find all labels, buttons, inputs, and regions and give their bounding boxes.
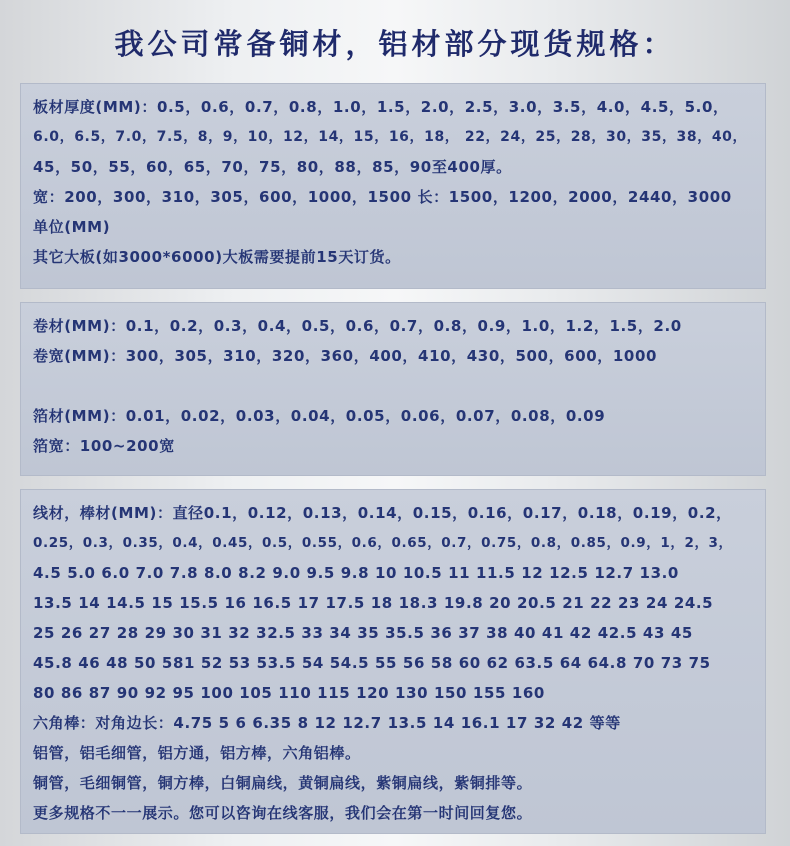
wire-rod-line-1: 线材，棒材(MM)：直径0.1，0.12，0.13，0.14，0.15，0.16，0.17，0.18，0.19，0.2，: [33, 504, 732, 522]
foil-thickness-line: 箔材(MM)：0.01，0.02，0.03，0.04，0.05，0.06，0.07，0.08，0.09: [33, 407, 606, 425]
coil-foil-spec-panel: [20, 302, 766, 476]
wire-rod-line-2: 0.25，0.3，0.35，0.4，0.45，0.5，0.55，0.6，0.65，0.7，0.75，0.8，0.85，0.9，1，2，3，: [33, 535, 733, 551]
wire-rod-line-7: 80 86 87 90 92 95 100 105 110 115 120 130 150 155 160: [33, 684, 545, 702]
sheet-width-length-line: 宽：200，300，310，305，600，1000，1500 长：1500，1200，2000，2440，3000: [33, 188, 732, 206]
sheet-thickness-line-2: 6.0，6.5，7.0，7.5，8，9，10，12，14，15，16，18， 22，24，25，28，30，35，38，40，: [33, 129, 748, 145]
wire-rod-line-3: 4.5 5.0 6.0 7.0 7.8 8.0 8.2 9.0 9.5 9.8 10 10.5 11 11.5 12 12.5 12.7 13.0: [33, 564, 679, 582]
contact-note-line: 更多规格不一一展示。您可以咨询在线客服，我们会在第一时间回复您。: [33, 804, 533, 822]
wire-rod-line-6: 45.8 46 48 50 581 52 53 53.5 54 54.5 55 56 58 60 62 63.5 64 64.8 70 73 75: [33, 654, 711, 672]
coil-width-line: 卷宽(MM)：300，305，310，320，360，400，410，430，500，600，1000: [33, 347, 658, 365]
wire-rod-spec-panel: [20, 489, 766, 834]
aluminum-products-line: 铝管，铝毛细管，铝方通，铝方棒，六角铝棒。: [33, 744, 361, 762]
foil-width-line: 箔宽：100~200宽: [33, 437, 175, 455]
wire-rod-line-4: 13.5 14 14.5 15 15.5 16 16.5 17 17.5 18 18.3 19.8 20 20.5 21 22 23 24 24.5: [33, 594, 714, 612]
page-title: 我公司常备铜材，铝材部分现货规格：: [114, 27, 676, 61]
spacer: [33, 371, 753, 401]
sheet-spec-panel: [20, 83, 766, 289]
coil-thickness-line: 卷材(MM)：0.1，0.2，0.3，0.4，0.5，0.6，0.7，0.8，0.9，1.0，1.2，1.5，2.0: [33, 317, 682, 335]
copper-products-line: 铜管，毛细铜管，铜方棒，白铜扁线，黄铜扁线，紫铜扁线，紫铜排等。: [33, 774, 533, 792]
sheet-thickness-line-3: 45，50，55，60，65，70，75，80，88，85，90至400厚。: [33, 158, 512, 176]
wire-rod-line-5: 25 26 27 28 29 30 31 32 32.5 33 34 35 35.5 36 37 38 40 41 42 42.5 43 45: [33, 624, 693, 642]
large-sheet-note: 其它大板(如3000*6000)大板需要提前15天订货。: [33, 248, 401, 266]
sheet-unit-line: 单位(MM): [33, 218, 111, 236]
sheet-thickness-line-1: 板材厚度(MM)：0.5，0.6，0.7，0.8，1.0，1.5，2.0，2.5，3.0，3.5，4.0，4.5，5.0，: [33, 98, 729, 116]
hex-bar-line: 六角棒：对角边长：4.75 5 6 6.35 8 12 12.7 13.5 14 16.1 17 32 42 等等: [33, 714, 621, 732]
